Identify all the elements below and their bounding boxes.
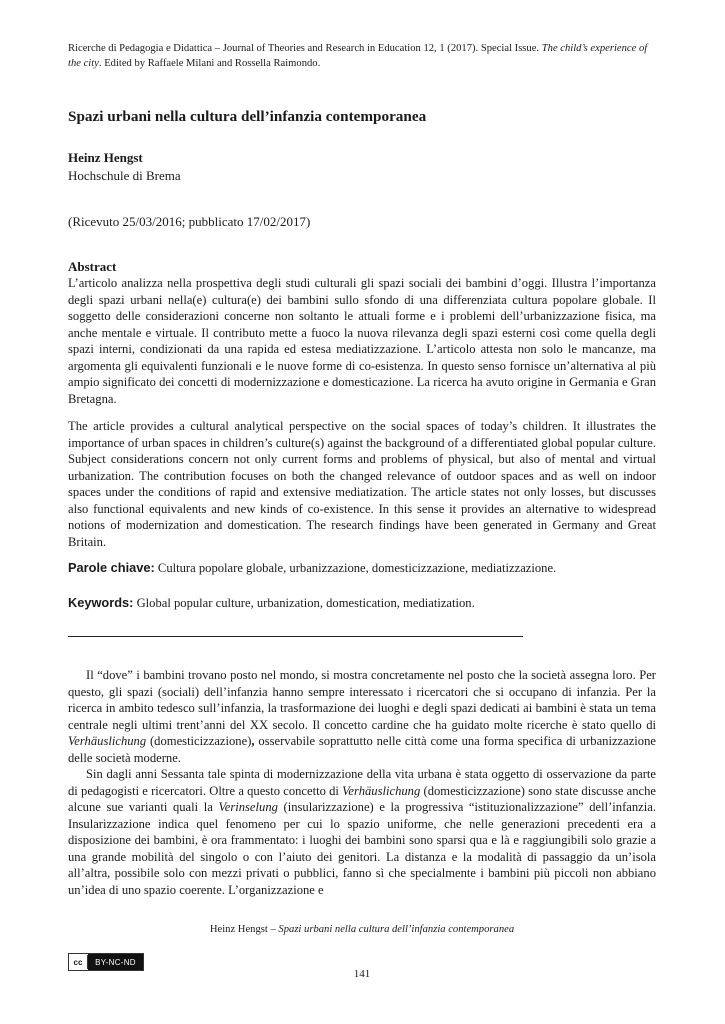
license-label: BY-NC-ND bbox=[88, 954, 143, 970]
author-affiliation: Hochschule di Brema bbox=[68, 168, 181, 183]
body-paragraph-2 bbox=[68, 766, 656, 898]
cc-icon: cc bbox=[69, 955, 88, 969]
body-text: (insularizzazione) e la progressiva “istituzionalizzazione” dell’infanzia. Insularizzazione indica quel fenomeno per cui lo spazio uniforme, che nelle generazioni precedenti era a disposizione dei bambini, è ora frammentato: i luoghi dei bambini sono sparsi qua e là e raggiungibili solo grazie a una grande mobilità del singolo o con l’aiuto dei genitori. La distanza e la modalità di passaggio da un’isola all’altra, possibile solo con mezzi privati o pubblici, fanno sì che specialmente i bambini più piccoli non abbiano un’idea di uno spazio coerente. L’organizzazione e bbox=[68, 800, 656, 897]
article-title: Spazi urbani nella cultura dell’infanzia contemporanea bbox=[68, 108, 427, 125]
keywords-english bbox=[68, 595, 656, 611]
body-text: , bbox=[251, 734, 255, 748]
footer-author: Heinz Hengst – bbox=[209, 924, 279, 935]
abstract-italian: L’articolo analizza nella prospettiva degli studi culturali gli spazi sociali dei bambini d’oggi. Illustra l’importanza degli spazi urbani nella(e) cultura(e) dei bambini sullo sfondo di una differenziata cultura popolare globale. Il soggetto delle considerazioni concerne non soltanto le attuali forme e i problemi dell’urbanizzazione fisica, ma anche mentale e virtuale. Il contributo mette a fuoco la nuova rilevanza degli spazi esterni così come quella degli spazi interni, condizionati da una rapida ed estesa mediatizzazione. L’articolo attesta non solo le mancanze, ma argomenta gli equivalenti funzionali e le nuove forme di co-esistenza. In questo senso fornisce un’alternativa al più ampio significato dei concetti di modernizzazione e domesticazione. La ricerca ha avuto origine in Germania e Gran Bretagna. bbox=[68, 276, 656, 406]
abstract-heading: Abstract bbox=[68, 259, 117, 274]
section-divider bbox=[68, 636, 523, 637]
body-text: Il “dove” i bambini trovano posto nel mondo, si mostra concretamente nel posto che la società assegna loro. Per questo, gli spazi (sociali) dell’infanzia hanno sempre interessato i ricercatori che si occupano di infanzia. Per la ricerca in ambito tedesco sull’infanzia, la trasformazione dei luoghi e degli spazi dedicati ai bambini è stata un tema centrale negli ultimi trent’anni del XX secolo. Il concetto cardine che ha guidato molte ricerche è stato quello di bbox=[68, 668, 656, 732]
german-term: Verhäuslichung bbox=[68, 734, 147, 748]
editors: . Edited by Raffaele Milani and Rossella Raimondo. bbox=[98, 57, 321, 69]
body-paragraph-1 bbox=[68, 667, 656, 766]
keywords-italian-label: Parole chiave: bbox=[68, 560, 155, 575]
body-text: (domesticizzazione) bbox=[146, 734, 252, 748]
special-issue-title-cont: experience of the city bbox=[68, 43, 648, 69]
body-text: osservabile soprattutto nelle città come una forma specifica di urbanizzazione delle società moderne. bbox=[68, 734, 656, 765]
keywords-italian bbox=[68, 560, 656, 576]
body-text: (domesticizzazione) sono state discusse anche alcune sue varianti quali la bbox=[68, 783, 656, 814]
footer-title: Spazi urbani nella cultura dell’infanzia contemporanea bbox=[278, 924, 515, 935]
page-footer bbox=[68, 924, 656, 935]
keywords-english-values: Global popular culture, urbanization, domestication, mediatization. bbox=[133, 596, 475, 610]
page-number: 141 bbox=[353, 968, 371, 980]
journal-citation: Ricerche di Pedagogia e Didattica – Journal of Theories and Research in Education 12, 1 (2017). Special Issue. bbox=[68, 43, 540, 54]
publication-dates: (Ricevuto 25/03/2016; pubblicato 17/02/2017) bbox=[68, 214, 311, 229]
abstract-english: The article provides a cultural analytical perspective on the social spaces of today’s children. It illustrates the importance of urban spaces in children’s culture(s) against the background of a differentiated global popular culture. Subject considerations concern not only current forms and problems of physical, but also of mental and virtual urbanization. The contribution focuses on both the changed relevance of outdoor spaces and as well on indoor spaces under the conditions of rapid and extensive mediatization. The article states not only losses, but discusses also functional equivalents and new kinds of co-existence. In this sense it provides an alternative to widespread notions of modernization and domestication. The research findings have been generated in Germany and Great Britain. bbox=[68, 419, 656, 549]
journal-header bbox=[68, 42, 656, 71]
body-text: Sin dagli anni Sessanta tale spinta di modernizzazione della vita urbana è stata oggetto di osservazione da parte di pedagogisti e ricercatori. Oltre a questo concetto di bbox=[68, 767, 656, 798]
german-term: Verhäuslichung bbox=[342, 783, 421, 798]
german-term: Verinselung bbox=[218, 800, 278, 814]
special-issue-title: The child’s bbox=[541, 43, 588, 54]
keywords-italian-values: Cultura popolare globale, urbanizzazione, domesticizzazione, mediatizzazione. bbox=[154, 561, 557, 575]
author-name: Heinz Hengst bbox=[68, 150, 143, 165]
keywords-english-label: Keywords: bbox=[68, 595, 134, 610]
